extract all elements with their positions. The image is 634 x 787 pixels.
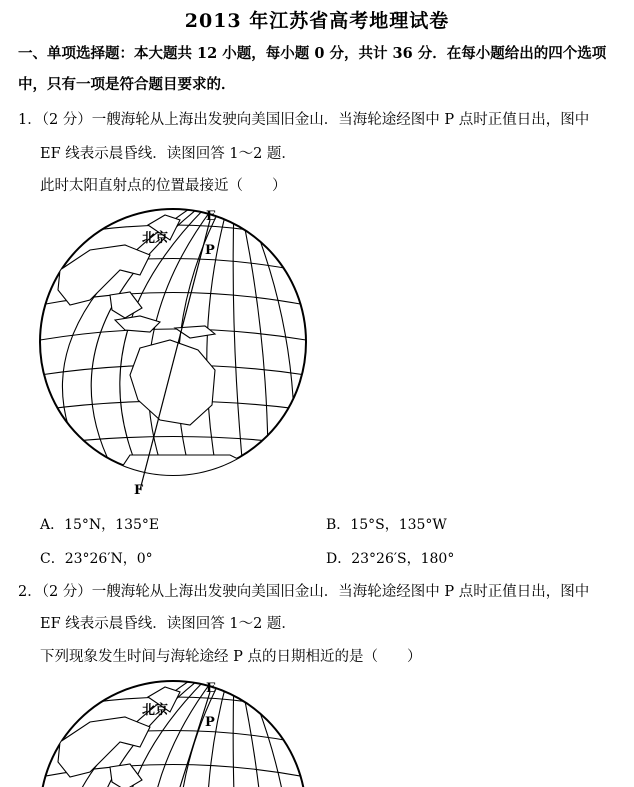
- section-line-1: 一、单项选择题：本大题共 12 小题，每小题 0 分，共计 36 分．在每小题给出的四个选项: [18, 45, 607, 62]
- label-p: P: [205, 715, 215, 730]
- q1-globe-figure: [30, 200, 330, 500]
- q1-stem-line-1: 1．（2 分）一艘海轮从上海出发驶向美国旧金山．当海轮途经图中 P 点时正值日出，图中: [18, 112, 590, 128]
- section-line-2: 中，只有一项是符合题目要求的．: [18, 76, 236, 93]
- q1-option-c: C．23°26′N，0°: [40, 551, 153, 567]
- section-heading: [18, 38, 618, 100]
- q2-globe-figure: [30, 672, 330, 787]
- label-f: F: [134, 483, 144, 498]
- label-beijing: 北京: [142, 703, 169, 718]
- q1-option-b: B．15°S，135°W: [326, 517, 447, 533]
- q2-question: 下列现象发生时间与海轮途经 P 点的日期相近的是（ ）: [40, 649, 422, 665]
- q1-question: 此时太阳直射点的位置最接近（ ）: [40, 178, 287, 194]
- label-p: P: [205, 243, 215, 258]
- label-beijing: 北京: [142, 231, 169, 246]
- label-e: E: [206, 681, 216, 696]
- q1-stem-line-2: EF 线表示晨昏线．读图回答 1～2 题．: [40, 146, 296, 162]
- label-e: E: [206, 209, 216, 224]
- q2-stem-line-2: EF 线表示晨昏线．读图回答 1～2 题．: [40, 616, 296, 632]
- q2-stem-line-1: 2．（2 分）一艘海轮从上海出发驶向美国旧金山．当海轮途经图中 P 点时正值日出，图中: [18, 584, 590, 600]
- page-title: 2013 年江苏省高考地理试卷: [184, 10, 450, 32]
- q1-option-a: A．15°N，135°E: [40, 517, 160, 533]
- q1-option-d: D．23°26′S，180°: [326, 551, 455, 567]
